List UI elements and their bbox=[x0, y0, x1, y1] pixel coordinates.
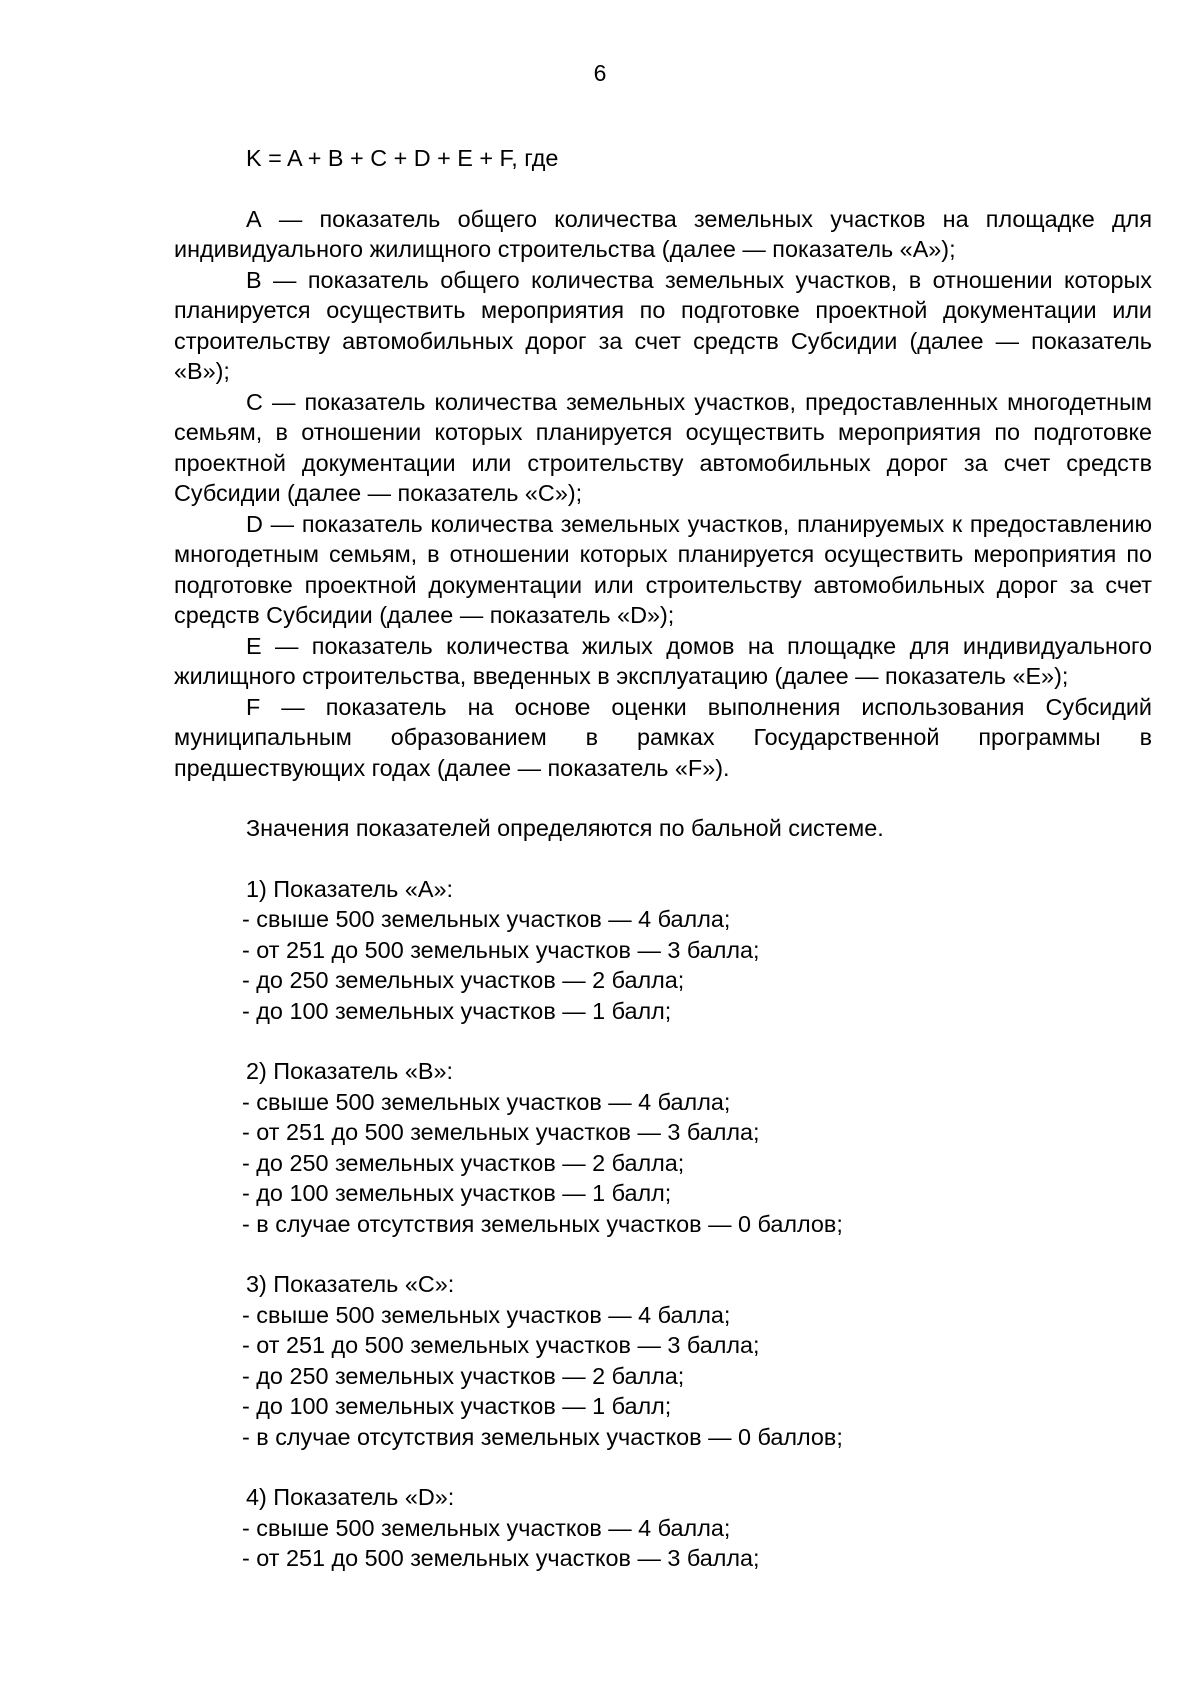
definitions-list bbox=[174, 204, 1152, 784]
indicator-c-item: - до 100 земельных участков — 1 балл; bbox=[242, 1393, 672, 1419]
indicator-c-item: - от 251 до 500 земельных участков — 3 балла; bbox=[242, 1332, 760, 1358]
indicator-c-item: - до 250 земельных участков — 2 балла; bbox=[242, 1362, 685, 1389]
indicator-b-item: - от 251 до 500 земельных участков — 3 балла; bbox=[242, 1119, 760, 1145]
indicator-a-item: - от 251 до 500 земельных участков — 3 балла; bbox=[242, 936, 760, 963]
indicator-c-title: 3) Показатель «С»: bbox=[246, 1271, 455, 1297]
indicator-b-item: - в случае отсутствия земельных участков — 0 баллов; bbox=[242, 1210, 843, 1237]
definition-c: С — показатель количества земельных участков, предоставленных многодетным семьям, в отношении которых планируется осуществить мероприятия по подготовке проектной документации или строительству автомобильных дорог за счет средств Субсидии (далее — показатель «С»); bbox=[174, 388, 1152, 506]
definition-a: А — показатель общего количества земельных участков на площадке для индивидуального жилищного строительства (далее — показатель «А»); bbox=[174, 205, 1152, 262]
document-body bbox=[174, 143, 1152, 1574]
indicator-c-item: - свыше 500 земельных участков — 4 балла; bbox=[242, 1301, 731, 1328]
indicator-b-title: 2) Показатель «В»: bbox=[246, 1058, 453, 1084]
formula: K = A + B + C + D + E + F, где bbox=[246, 145, 559, 171]
indicator-b-item: - до 100 земельных участков — 1 балл; bbox=[242, 1180, 672, 1206]
indicator-b-item: - до 250 земельных участков — 2 балла; bbox=[242, 1149, 685, 1176]
indicator-a-title: 1) Показатель «А»: bbox=[246, 875, 453, 902]
definition-d: D — показатель количества земельных участков, планируемых к предоставлению многодетным семьям, в отношении которых планируется осуществить мероприятия по подготовке проектной документации или строительству автомобильных дорог за счет средств Субсидии (далее — показатель «D»); bbox=[174, 510, 1152, 628]
indicator-d-title: 4) Показатель «D»: bbox=[246, 1484, 455, 1510]
indicator-d-item: - от 251 до 500 земельных участков — 3 балла; bbox=[242, 1545, 760, 1571]
indicator-b-section bbox=[174, 1056, 1152, 1239]
page-number: 6 bbox=[593, 60, 607, 86]
indicator-d-section bbox=[174, 1482, 1152, 1574]
indicator-a-item: - свыше 500 земельных участков — 4 балла; bbox=[242, 906, 731, 932]
indicator-a-section bbox=[174, 874, 1152, 1027]
indicator-b-item: - свыше 500 земельных участков — 4 балла; bbox=[242, 1088, 731, 1115]
indicator-a-item: - до 250 земельных участков — 2 балла; bbox=[242, 967, 685, 993]
definition-b: В — показатель общего количества земельных участков, в отношении которых планируется осуществить мероприятия по подготовке проектной документации или строительству автомобильных дорог за счет средств Субсидии (далее — показатель «В»); bbox=[174, 266, 1152, 384]
indicator-a-item: - до 100 земельных участков — 1 балл; bbox=[242, 997, 672, 1024]
definition-f: F — показатель на основе оценки выполнения использования Субсидий муниципальным образованием в рамках Государственной программы в предшествующих годах (далее — показатель «F»). bbox=[174, 693, 1152, 781]
indicator-c-section bbox=[174, 1269, 1152, 1452]
indicator-d-item: - свыше 500 земельных участков — 4 балла; bbox=[242, 1514, 731, 1541]
scoring-intro: Значения показателей определяются по бальной системе. bbox=[246, 815, 884, 841]
definition-e: Е — показатель количества жилых домов на площадке для индивидуального жилищного строительства, введенных в эксплуатацию (далее — показатель «Е»); bbox=[174, 632, 1152, 689]
indicator-c-item: - в случае отсутствия земельных участков — 0 баллов; bbox=[242, 1423, 843, 1450]
